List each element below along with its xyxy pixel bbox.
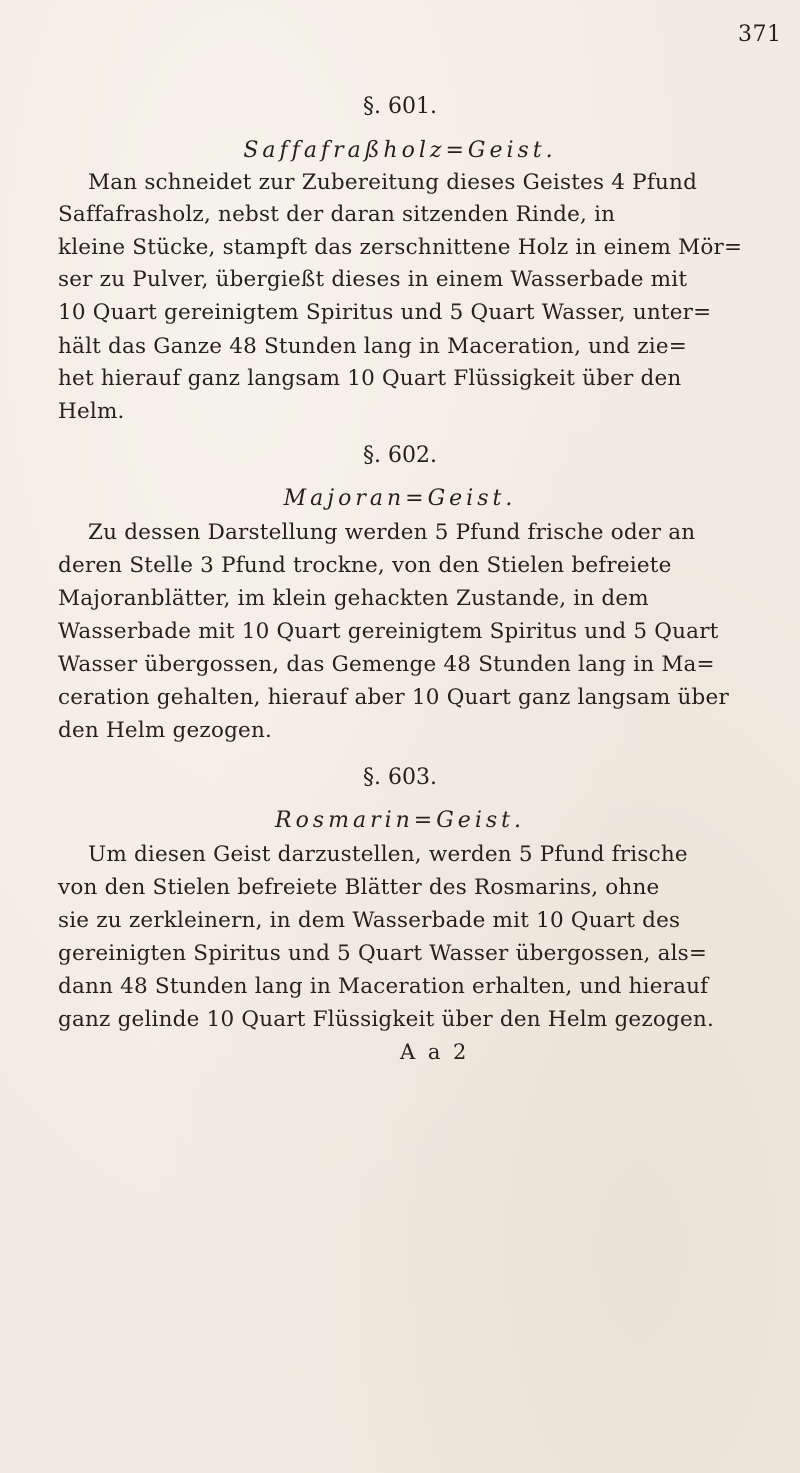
section-number-603: §. 603. xyxy=(363,765,437,790)
section-title-saffafrass: Saffafraßholz=Geist. xyxy=(243,138,557,163)
paragraph-line: sie zu zerkleinern, in dem Wasserbade mit 10 Quart des xyxy=(58,908,681,933)
paragraph-line: gereinigten Spiritus und 5 Quart Wasser übergossen, als= xyxy=(58,941,708,966)
section-number-602: §. 602. xyxy=(363,443,437,468)
paragraph-line: het hierauf ganz langsam 10 Quart Flüssigkeit über den xyxy=(58,366,682,391)
paragraph-line: dann 48 Stunden lang in Maceration erhalten, und hierauf xyxy=(58,974,709,999)
paragraph-line: Um diesen Geist darzustellen, werden 5 Pfund frische xyxy=(88,842,688,867)
paragraph-line: ganz gelinde 10 Quart Flüssigkeit über den Helm gezogen. xyxy=(58,1007,714,1032)
page-number: 371 xyxy=(738,22,782,47)
paragraph-line: ser zu Pulver, übergießt dieses in einem Wasserbade mit xyxy=(58,267,688,292)
section-title-majoran: Majoran=Geist. xyxy=(283,486,517,511)
paragraph-line: hält das Ganze 48 Stunden lang in Maceration, und zie= xyxy=(58,334,688,359)
paragraph-line: Wasserbade mit 10 Quart gereinigtem Spiritus und 5 Quart xyxy=(58,619,719,644)
paragraph-line: Zu dessen Darstellung werden 5 Pfund frische oder an xyxy=(88,520,696,545)
paragraph-line: den Helm gezogen. xyxy=(58,718,273,743)
paragraph-line: Saffafrasholz, nebst der daran sitzenden Rinde, in xyxy=(58,202,616,227)
paragraph-line: deren Stelle 3 Pfund trockne, von den Stielen befreiete xyxy=(58,553,672,578)
paragraph-line: Wasser übergossen, das Gemenge 48 Stunden lang in Ma= xyxy=(58,652,715,677)
catchword-signature: A a 2 xyxy=(400,1040,470,1064)
paragraph-line: ceration gehalten, hierauf aber 10 Quart ganz langsam über xyxy=(58,685,729,710)
paragraph-line: kleine Stücke, stampft das zerschnittene Holz in einem Mör= xyxy=(58,235,743,260)
paragraph-line: von den Stielen befreiete Blätter des Rosmarins, ohne xyxy=(58,875,660,900)
section-title-rosmarin: Rosmarin=Geist. xyxy=(275,808,525,833)
paragraph-line: 10 Quart gereinigtem Spiritus und 5 Quart Wasser, unter= xyxy=(58,300,712,325)
section-number-601: §. 601. xyxy=(363,94,437,119)
paragraph-line: Majoranblätter, im klein gehackten Zustande, in dem xyxy=(58,586,649,611)
paragraph-line: Man schneidet zur Zubereitung dieses Geistes 4 Pfund xyxy=(88,170,698,195)
paragraph-line: Helm. xyxy=(58,399,125,424)
